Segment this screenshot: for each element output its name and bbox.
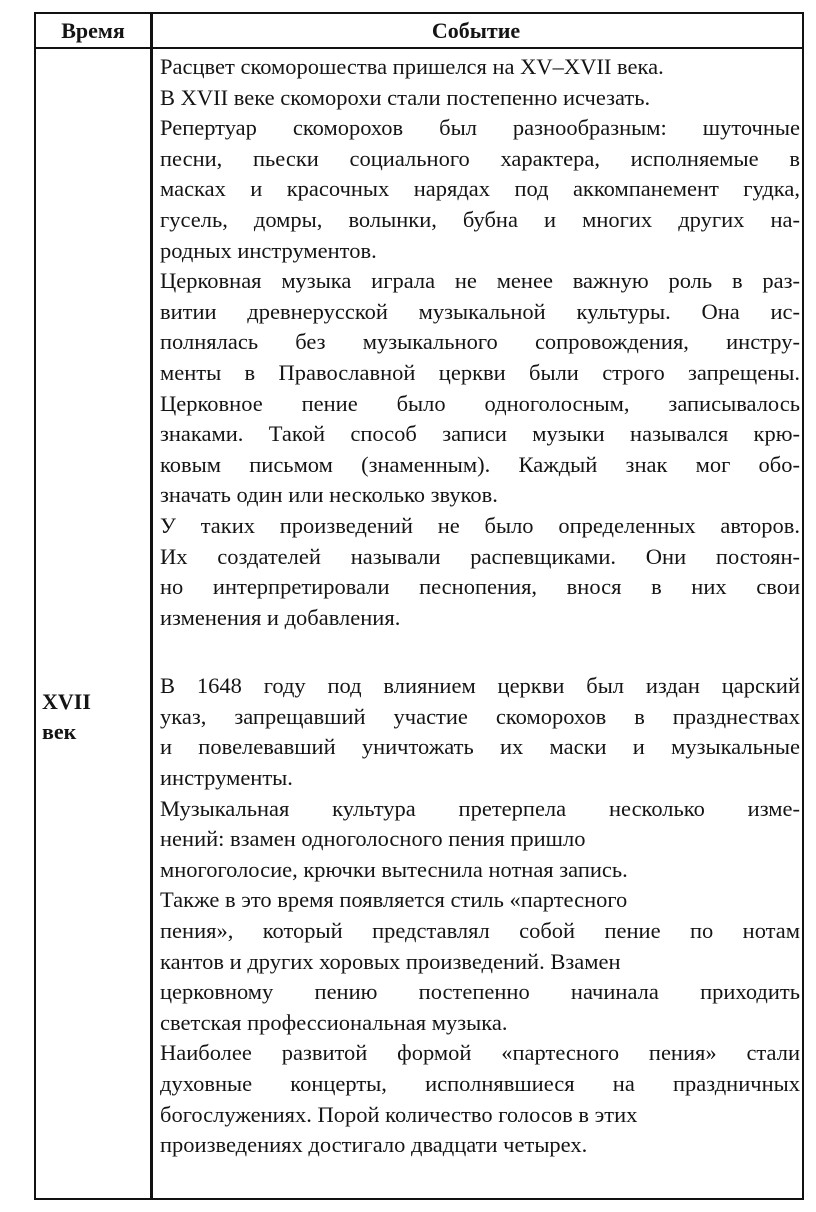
text-line: духовные концерты, исполнявшиеся на праздничных: [160, 1071, 800, 1096]
text-line: ковым письмом (знаменным). Каждый знак мог обо-: [160, 451, 800, 477]
time-cell: [42, 687, 142, 747]
text-line: церковному пению постепенно начинала приходить: [160, 979, 800, 1005]
column-header-event: Событие: [431, 17, 521, 43]
text-line: Наиболее развитой формой «партесного пения» стали: [160, 1040, 800, 1066]
text-line: кантов и других хоровых произведений. Взамен: [160, 948, 621, 974]
text-line: гусель, домры, волынки, бубна и многих других на-: [160, 206, 800, 232]
history-table: [34, 12, 804, 1200]
text-line: светская профессиональная музыка.: [160, 1009, 508, 1035]
text-line: и повелевавший уничтожать их маски и музыкальные: [160, 734, 800, 760]
text-line: инструменты.: [160, 765, 293, 791]
text-line: полнялась без музыкального сопровождения, инстру-: [160, 329, 800, 355]
text-line: Церковная музыка играла не менее важную роль в раз-: [160, 268, 800, 294]
time-value-suffix: век: [42, 719, 77, 744]
event-block-2: [160, 671, 800, 1161]
text-line: менты в Православной церкви были строго запрещены.: [160, 359, 800, 385]
text-line: пения», который представлял собой пение по нотам: [160, 918, 800, 944]
text-line: изменения и добавления.: [160, 604, 401, 630]
column-divider: [150, 14, 153, 1198]
event-cell: [160, 52, 800, 1161]
text-line: У таких произведений не было определенных авторов.: [160, 512, 800, 538]
text-line: Их создателей называли распевщиками. Они постоян-: [160, 543, 800, 569]
text-line: В XVII веке скоморохи стали постепенно исчезать.: [160, 84, 651, 110]
block-gap: [160, 633, 800, 671]
time-value-century: XVII: [42, 689, 91, 714]
text-line: масках и красочных нарядах под аккомпанемент гудка,: [160, 176, 800, 202]
text-line: произведениях достигало двадцати четырех.: [160, 1132, 588, 1158]
text-line: Музыкальная культура претерпела несколько изме-: [160, 795, 800, 821]
text-line: В 1648 году под влиянием церкви был издан царский: [160, 673, 800, 699]
text-line: значать один или несколько звуков.: [160, 482, 498, 508]
text-line: Расцвет скоморошества пришелся на XV–XVII века.: [160, 54, 664, 79]
text-line: Церковное пение было одноголосным, записывалось: [160, 390, 800, 416]
column-header-time: Время: [61, 17, 125, 43]
text-line: многоголосие, крючки вытеснила нотная запись.: [160, 856, 628, 882]
text-line: но интерпретировали песнопения, внося в них свои: [160, 574, 800, 600]
text-line: богослужениях. Порой количество голосов в этих: [160, 1101, 638, 1127]
event-block-1: [160, 52, 800, 633]
text-line: указ, запрещавший участие скоморохов в празднествах: [160, 703, 800, 729]
text-line: знаками. Такой способ записи музыки назывался крю-: [160, 421, 800, 447]
text-line: Репертуар скоморохов был разнообразным: шуточные: [160, 115, 800, 141]
text-line: нений: взамен одноголосного пения пришло: [160, 826, 586, 852]
text-line: Также в это время появляется стиль «партесного: [160, 887, 628, 913]
text-line: песни, пьески социального характера, исполняемые в: [160, 145, 800, 171]
text-line: родных инструментов.: [160, 237, 377, 263]
text-line: витии древнерусской музыкальной культуры. Она ис-: [160, 298, 800, 324]
